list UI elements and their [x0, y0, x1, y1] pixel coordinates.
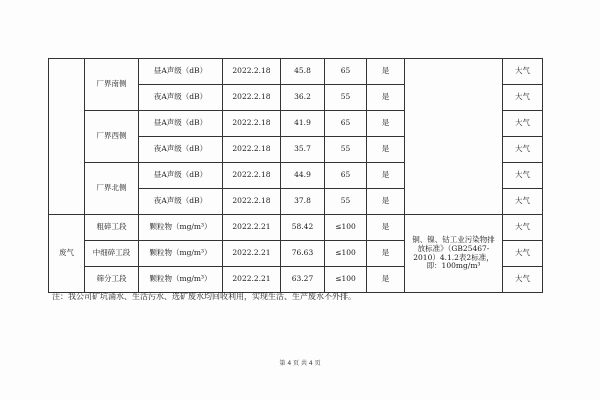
receptor-cell: 大气	[503, 267, 543, 293]
parameter-cell: 夜A声级（dB）	[139, 189, 223, 215]
receptor-cell: 大气	[503, 59, 543, 85]
location-cell: 筛分工段	[85, 267, 139, 293]
parameter-cell: 昼A声级（dB）	[139, 163, 223, 189]
date-cell: 2022.2.18	[223, 111, 281, 137]
compliant-cell: 是	[367, 85, 405, 111]
value-cell: 76.63	[281, 241, 325, 267]
parameter-cell: 昼A声级（dB）	[139, 111, 223, 137]
parameter-cell: 颗粒物（mg/m³）	[139, 241, 223, 267]
location-cell: 厂界南侧	[85, 59, 139, 111]
location-cell: 厂界北侧	[85, 163, 139, 215]
value-cell: 35.7	[281, 137, 325, 163]
category-cell: 废气	[49, 215, 85, 293]
date-cell: 2022.2.18	[223, 85, 281, 111]
date-cell: 2022.2.18	[223, 137, 281, 163]
parameter-cell: 夜A声级（dB）	[139, 137, 223, 163]
location-cell: 粗碎工段	[85, 215, 139, 241]
value-cell: 41.9	[281, 111, 325, 137]
value-cell: 45.8	[281, 59, 325, 85]
compliant-cell: 是	[367, 59, 405, 85]
parameter-cell: 颗粒物（mg/m³）	[139, 267, 223, 293]
page-number: 第 4 页 共 4 页	[279, 360, 321, 367]
receptor-cell: 大气	[503, 137, 543, 163]
date-cell: 2022.2.18	[223, 59, 281, 85]
parameter-cell: 昼A声级（dB）	[139, 59, 223, 85]
date-cell: 2022.2.21	[223, 241, 281, 267]
date-cell: 2022.2.18	[223, 163, 281, 189]
compliant-cell: 是	[367, 163, 405, 189]
date-cell: 2022.2.18	[223, 189, 281, 215]
table-row	[49, 215, 543, 241]
compliant-cell: 是	[367, 267, 405, 293]
receptor-cell: 大气	[503, 189, 543, 215]
value-cell: 36.2	[281, 85, 325, 111]
limit-cell: ≤100	[325, 267, 367, 293]
limit-cell: 55	[325, 189, 367, 215]
standard-cell	[405, 59, 503, 215]
limit-cell: 65	[325, 163, 367, 189]
compliant-cell: 是	[367, 189, 405, 215]
standard-cell: 铜、镍、钴工业污染物排放标准》（GB25467-2010）4.1.2表2标准，即：100mg/m³	[405, 215, 503, 293]
value-cell: 63.27	[281, 267, 325, 293]
receptor-cell: 大气	[503, 111, 543, 137]
receptor-cell: 大气	[503, 241, 543, 267]
date-cell: 2022.2.21	[223, 267, 281, 293]
value-cell: 44.9	[281, 163, 325, 189]
table-row	[49, 59, 543, 85]
limit-cell: 65	[325, 59, 367, 85]
date-cell: 2022.2.21	[223, 215, 281, 241]
receptor-cell: 大气	[503, 85, 543, 111]
value-cell: 37.8	[281, 189, 325, 215]
monitoring-table	[48, 58, 543, 293]
location-cell: 厂界西侧	[85, 111, 139, 163]
compliant-cell: 是	[367, 137, 405, 163]
limit-cell: ≤100	[325, 215, 367, 241]
parameter-cell: 颗粒物（mg/m³）	[139, 215, 223, 241]
compliant-cell: 是	[367, 241, 405, 267]
limit-cell: ≤100	[325, 241, 367, 267]
receptor-cell: 大气	[503, 215, 543, 241]
location-cell: 中细碎工段	[85, 241, 139, 267]
category-cell	[49, 59, 85, 215]
limit-cell: 55	[325, 137, 367, 163]
receptor-cell: 大气	[503, 163, 543, 189]
limit-cell: 65	[325, 111, 367, 137]
compliant-cell: 是	[367, 111, 405, 137]
footnote: 注：我公司矿坑涌水、生活污水、选矿废水均回收利用，实现生活、生产废水不外排。	[52, 292, 356, 301]
parameter-cell: 夜A声级（dB）	[139, 85, 223, 111]
compliant-cell: 是	[367, 215, 405, 241]
limit-cell: 55	[325, 85, 367, 111]
value-cell: 58.42	[281, 215, 325, 241]
